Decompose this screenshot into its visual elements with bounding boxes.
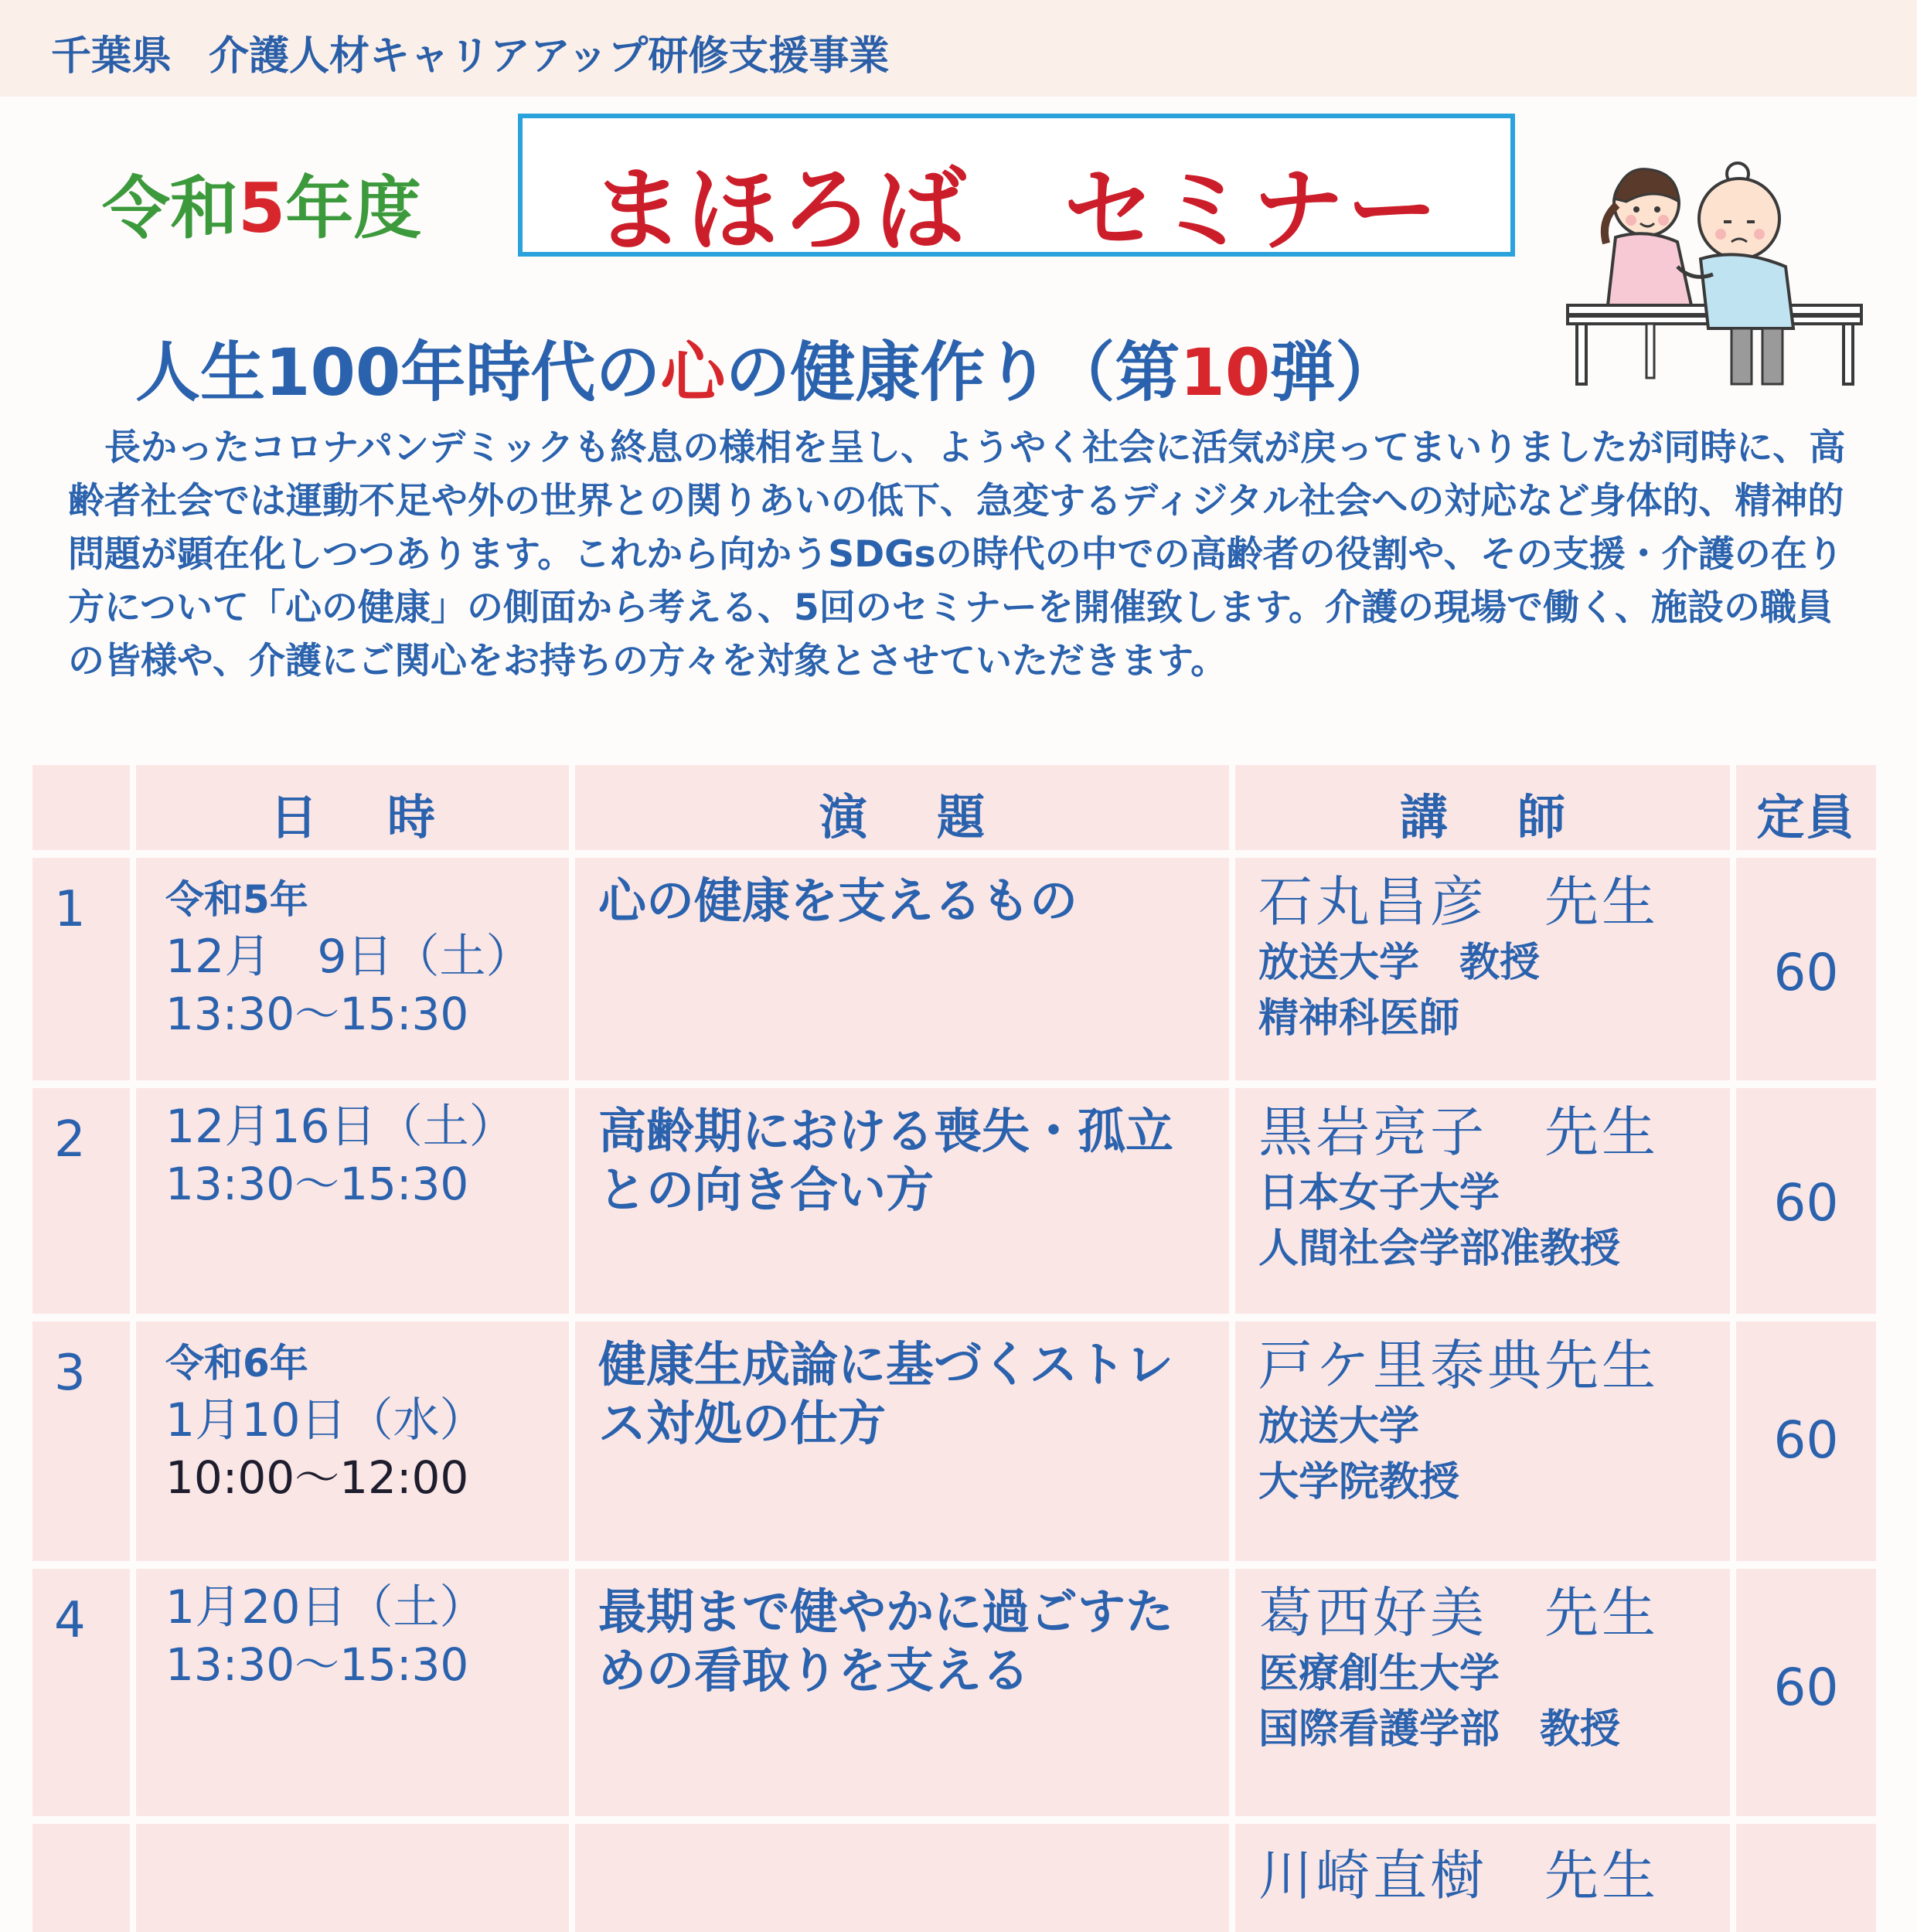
row3-topic: 健康生成論に基づくストレス対処の仕方 <box>598 1336 1174 1451</box>
row1-time: 13:30〜15:30 <box>165 988 469 1040</box>
fiscal-year-number: 5 <box>238 168 286 248</box>
subtitle-part1: 人生100年時代の <box>135 335 661 410</box>
row4-time: 13:30〜15:30 <box>165 1638 469 1691</box>
row3-time: 10:00〜12:00 <box>165 1451 469 1504</box>
row2-datetime <box>165 1097 516 1212</box>
row2-time: 13:30〜15:30 <box>165 1158 469 1210</box>
row1-number: 1 <box>54 881 86 938</box>
row1-date: 12月 9日（土） <box>165 930 533 984</box>
row2-date: 12月16日（土） <box>165 1100 516 1154</box>
row1-topic: 心の健康を支えるもの <box>598 872 1078 929</box>
row4-lecturer-cell <box>1235 1569 1730 1816</box>
row1-lecturer-name: 石丸昌彦 先生 <box>1258 870 1659 934</box>
row5-lecturer-name: 川崎直樹 先生 <box>1258 1844 1659 1907</box>
header-lecturer-label: 講師 <box>1399 789 1635 845</box>
row2-lecturer-name: 黒岩亮子 先生 <box>1258 1100 1659 1164</box>
row4-lecturer <box>1258 1580 1659 1757</box>
header-lecturer <box>1235 765 1730 850</box>
title-box <box>518 114 1515 264</box>
row3-lecturer-cell <box>1235 1321 1730 1561</box>
header-no-cell <box>32 765 130 850</box>
row4-topic: 最期まで健やかに過ごすための看取りを支える <box>598 1583 1174 1699</box>
subtitle <box>135 321 1400 414</box>
row4-lecturer-affiliation2: 国際看護学部 教授 <box>1258 1706 1621 1753</box>
row3-datetime <box>165 1335 486 1505</box>
row2-number: 2 <box>54 1111 86 1168</box>
row3-lecturer-affiliation1: 放送大学 <box>1258 1403 1420 1450</box>
row4-capacity-cell <box>1736 1569 1876 1816</box>
header-capacity <box>1736 765 1876 850</box>
row3-date: 1月10日（水） <box>165 1393 486 1447</box>
seminar-title: まほろば セミナー <box>591 157 1441 264</box>
header-topic-label: 演題 <box>819 789 1054 845</box>
row5-lecturer-cell <box>1235 1824 1730 1932</box>
row1-lecturer <box>1258 869 1659 1046</box>
subtitle-highlight: 心 <box>660 335 726 410</box>
row1-lecturer-cell <box>1235 858 1730 1080</box>
row4-no-cell <box>32 1569 130 1816</box>
row3-capacity-cell <box>1736 1321 1876 1561</box>
row4-lecturer-name: 葛西好美 先生 <box>1258 1581 1659 1645</box>
row1-datetime-cell <box>136 858 569 1080</box>
row1-capacity: 60 <box>1773 943 1839 1002</box>
row3-topic-cell <box>575 1321 1229 1561</box>
row2-no-cell <box>32 1088 130 1314</box>
header-topic <box>575 765 1229 850</box>
row5-topic-cell <box>575 1824 1229 1932</box>
row5-no-cell <box>32 1824 130 1932</box>
header-datetime-label: 日時 <box>269 789 505 845</box>
row1-lecturer-affiliation2: 精神科医師 <box>1258 995 1460 1042</box>
row4-capacity: 60 <box>1773 1658 1839 1717</box>
header-datetime <box>136 765 569 850</box>
row3-no-cell <box>32 1321 130 1561</box>
row2-lecturer-cell <box>1235 1088 1730 1314</box>
row3-lecturer-affiliation2: 大学院教授 <box>1258 1459 1460 1505</box>
row1-datetime <box>165 872 533 1042</box>
row4-datetime-cell <box>136 1569 569 1816</box>
row4-date: 1月20日（土） <box>165 1580 486 1634</box>
row4-datetime <box>165 1578 486 1692</box>
row5-lecturer <box>1258 1842 1659 1909</box>
fiscal-year <box>102 155 421 252</box>
subtitle-part2: の健康作り（第 <box>725 335 1180 410</box>
row1-capacity-cell <box>1736 858 1876 1080</box>
row1-topic-cell <box>575 858 1229 1080</box>
row2-capacity: 60 <box>1773 1173 1839 1233</box>
prefecture: 千葉県 <box>51 33 172 80</box>
intro-paragraph: 長かったコロナパンデミックも終息の様相を呈し、ようやく社会に活気が戻ってまいりましたが同時に、高齢者社会では運動不足や外の世界との関りあいの低下、急変するディジタル社会への対応など身体的、精神的問題が顕在化しつつあります。これから向かうSDGsの時代の中での高齢者の役割や、その支援・介護の在り方について「心の健康」の側面から考える、5回のセミナーを開催致します。介護の現場で働く、施設の職員の皆様や、介護にご関心をお持ちの方々を対象とさせていただきます。 <box>68 427 1846 682</box>
caregiver-illustration <box>1561 151 1878 390</box>
header-capacity-label: 定員 <box>1756 789 1856 845</box>
row3-lecturer <box>1258 1332 1659 1510</box>
organizer-line <box>51 23 889 81</box>
row3-datetime-cell <box>136 1321 569 1561</box>
row4-lecturer-affiliation1: 医療創生大学 <box>1258 1651 1500 1697</box>
row4-topic-cell <box>575 1569 1229 1816</box>
row2-lecturer <box>1258 1099 1659 1277</box>
row3-era: 令和6年 <box>165 1341 308 1386</box>
subtitle-number: 10 <box>1180 335 1271 410</box>
row2-capacity-cell <box>1736 1088 1876 1314</box>
row2-lecturer-affiliation2: 人間社会学部准教授 <box>1258 1226 1621 1272</box>
row5-datetime-cell <box>136 1824 569 1932</box>
row2-topic: 高齢期における喪失・孤立との向き合い方 <box>598 1103 1174 1218</box>
row4-number: 4 <box>54 1592 86 1649</box>
row3-lecturer-name: 戸ケ里泰典先生 <box>1258 1334 1659 1397</box>
row2-datetime-cell <box>136 1088 569 1314</box>
row2-topic-cell <box>575 1088 1229 1314</box>
row3-capacity: 60 <box>1773 1410 1839 1470</box>
row2-lecturer-affiliation1: 日本女子大学 <box>1258 1170 1500 1216</box>
row5-capacity-cell <box>1736 1824 1876 1932</box>
row1-no-cell <box>32 858 130 1080</box>
subtitle-part3: 弾） <box>1270 335 1401 410</box>
row1-lecturer-affiliation1: 放送大学 教授 <box>1258 940 1541 986</box>
fiscal-year-prefix: 令和 <box>102 168 239 248</box>
row3-number: 3 <box>54 1345 86 1402</box>
program-name: 介護人材キャリアアップ研修支援事業 <box>209 33 890 80</box>
row1-era: 令和5年 <box>165 877 308 922</box>
fiscal-year-suffix: 年度 <box>285 168 422 248</box>
